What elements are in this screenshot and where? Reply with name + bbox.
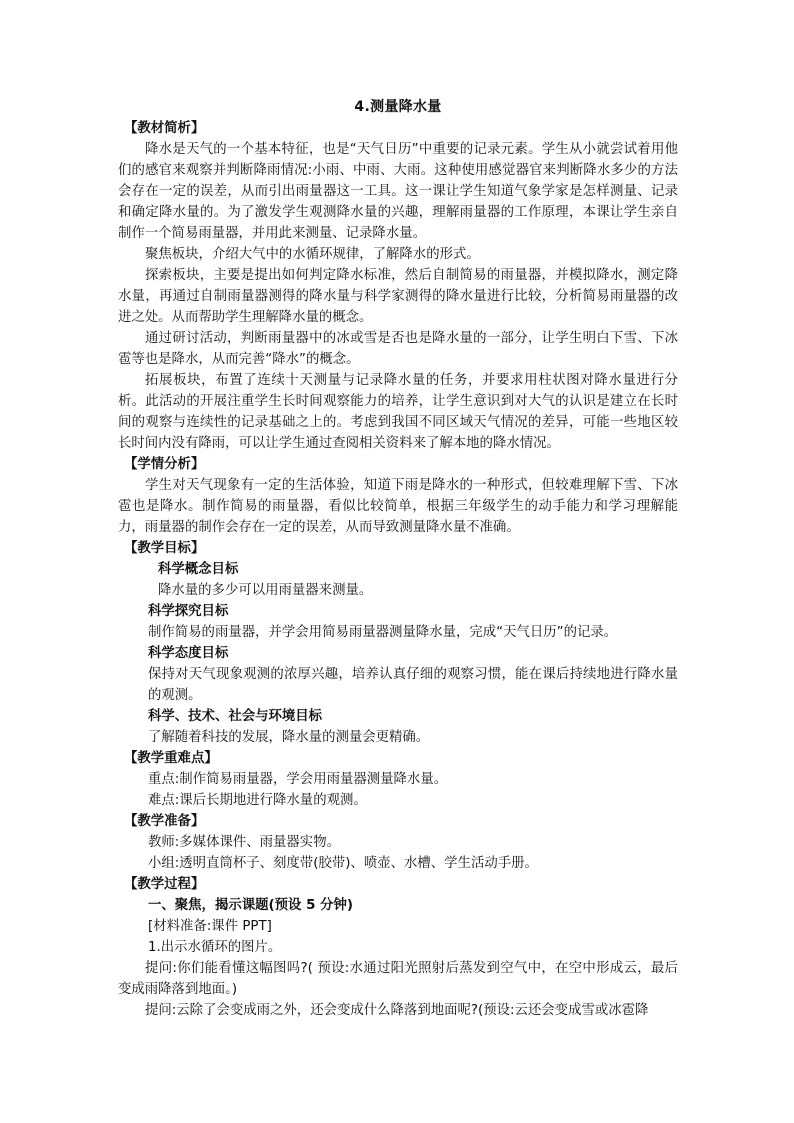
paragraph-jiaocai-4: 通过研讨活动，判断雨量器中的冰或雪是否也是降水量的一部分，让学生明白下雪、下冰雹等也是降水，从而完善“降水”的概念。 xyxy=(118,331,678,367)
section-heading-mubiao: 【教学目标】 xyxy=(124,541,205,556)
step1-question1: 提问:你们能看懂这幅图吗?( 预设:水通过阳光照射后蒸发到空气中，在空中形成云，最后变成雨降落到地面。) xyxy=(118,961,678,997)
text-xiaozu: 小组:透明直筒杯子、刻度带(胶带)、喷壶、水槽、学生活动手册。 xyxy=(148,856,538,871)
subheading-tanjiu: 科学探究目标 xyxy=(148,604,229,619)
subheading-gainian: 科学概念目标 xyxy=(158,562,239,577)
paragraph-jiaocai-3: 探索板块，主要是提出如何判定降水标准，然后自制简易的雨量器，并模拟降水，测定降水量，再通过自制雨量器测得的降水量与科学家测得的降水量进行比较，分析简易雨量器的改进之处。从而帮助学生理解降水量的概念。 xyxy=(118,268,678,325)
text-nandian: 难点:课后长期地进行降水量的观测。 xyxy=(148,793,367,808)
document-page xyxy=(118,96,678,1021)
paragraph-jiaocai-2: 聚焦板块，介绍大气中的水循环规律，了解降水的形式。 xyxy=(145,247,480,262)
section-heading-jiaocai: 【教材简析】 xyxy=(124,121,205,136)
subheading-stse: 科学、技术、社会与环境目标 xyxy=(148,709,323,724)
step1-item1: 1.出示水循环的图片。 xyxy=(148,940,282,955)
text-jiaoshi: 教师:多媒体课件、雨量器实物。 xyxy=(148,835,340,850)
text-zhongdian: 重点:制作简易雨量器，学会用雨量器测量降水量。 xyxy=(148,772,448,787)
subheading-taidu: 科学态度目标 xyxy=(148,646,229,661)
step1-material: [材料准备:课件 PPT] xyxy=(148,919,272,934)
page-title: 4.测量降水量 xyxy=(354,99,442,115)
section-heading-xueqing: 【学情分析】 xyxy=(124,457,205,472)
paragraph-jiaocai-1: 降水是天气的一个基本特征，也是“天气日历”中重要的记录元素。学生从小就尝试着用他们的感官来观察并判断降雨情况:小雨、中雨、大雨。这种使用感觉器官来判断降水多少的方法会存在一定的误差，从而引出雨量器这一工具。这一课让学生知道气象学家是怎样测量、记录和确定降水量的。为了激发学生观测降水量的兴趣，理解雨量器的工作原理，本课让学生亲自制作一个简易雨量器，并用此来测量、记录降水量。 xyxy=(118,142,678,241)
section-heading-zhunbei: 【教学准备】 xyxy=(124,814,205,829)
section-heading-zhongnan: 【教学重难点】 xyxy=(124,751,218,766)
step1-question2: 提问:云除了会变成雨之外，还会变成什么降落到地面呢?(预设:云还会变成雪或冰雹降 xyxy=(145,1003,649,1018)
text-tanjiu: 制作简易的雨量器，并学会用简易雨量器测量降水量，完成“天气日历”的记录。 xyxy=(148,625,618,640)
text-taidu: 保持对天气现象观测的浓厚兴趣，培养认真仔细的观察习惯，能在课后持续地进行降水量的观测。 xyxy=(148,667,678,703)
text-gainian: 降水量的多少可以用雨量器来测量。 xyxy=(158,583,373,598)
paragraph-xueqing-1: 学生对天气现象有一定的生活体验，知道下雨是降水的一种形式，但较难理解下雪、下冰雹也是降水。制作简易的雨量器，看似比较简单，根据三年级学生的动手能力和学习理解能力，雨量器的制作会存在一定的误差，从而导致测量降水量不准确。 xyxy=(118,478,678,535)
section-heading-guocheng: 【教学过程】 xyxy=(124,877,205,892)
step1-heading: 一、聚焦，揭示课题(预设 5 分钟) xyxy=(148,898,353,913)
paragraph-jiaocai-5: 拓展板块，布置了连续十天测量与记录降水量的任务，并要求用柱状图对降水量进行分析。此活动的开展注重学生长时间观察能力的培养，让学生意识到对大气的认识是建立在长时间的观察与连续性的记录基础之上的。考虑到我国不同区域天气情况的差异，可能一些地区较长时间内没有降雨，可以让学生通过查阅相关资料来了解本地的降水情况。 xyxy=(118,373,678,451)
text-stse: 了解随着科技的发展，降水量的测量会更精确。 xyxy=(148,730,430,745)
